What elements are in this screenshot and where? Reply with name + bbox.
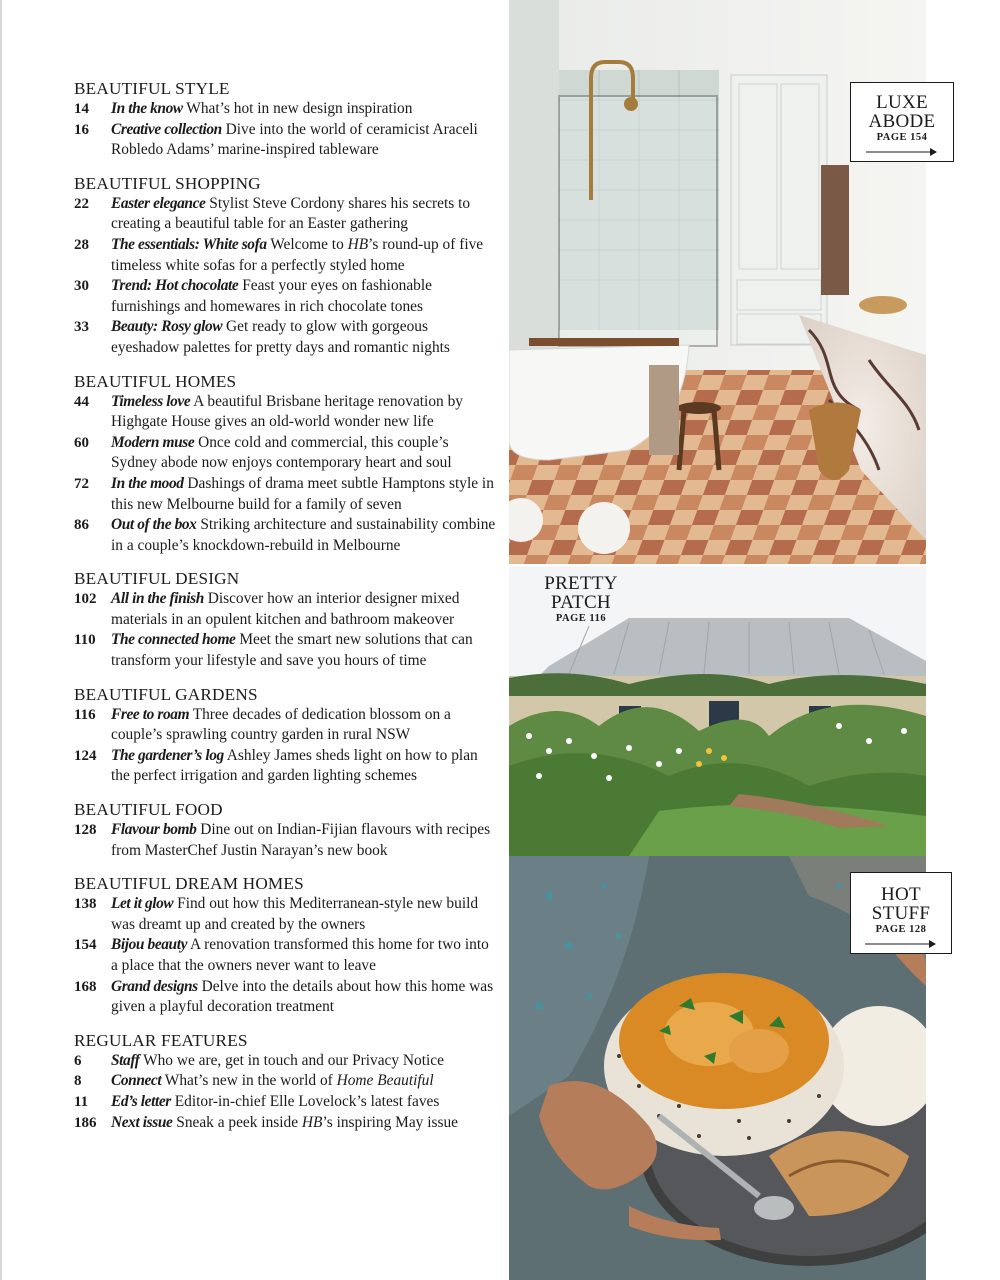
toc-entry[interactable] <box>74 317 498 358</box>
page-number: 168 <box>74 978 97 995</box>
entry-description: Ashley James sheds light on how to plan the perfect irrigation and garden lighting schemes <box>111 746 478 785</box>
entry-title: In the know <box>111 100 183 117</box>
section-title: BEAUTIFUL FOOD <box>74 800 223 820</box>
page-number: 33 <box>74 319 89 336</box>
entry-title: Timeless love <box>111 392 191 410</box>
page-number: 124 <box>74 747 97 764</box>
entry-title: Staff <box>111 1051 140 1069</box>
toc-entry[interactable] <box>74 474 498 515</box>
section-beautiful-shopping <box>74 173 498 359</box>
section-beautiful-homes <box>74 371 498 557</box>
page-number: 128 <box>74 822 97 839</box>
section-beautiful-gardens <box>74 684 498 787</box>
page-number: 22 <box>74 195 89 212</box>
section-beautiful-style <box>74 78 498 161</box>
arrow-right-icon <box>866 147 938 157</box>
section-title: BEAUTIFUL GARDENS <box>74 684 258 704</box>
toc-entry[interactable] <box>74 630 498 671</box>
entry-title: Creative collection <box>111 120 222 138</box>
page-number: 28 <box>74 236 89 253</box>
entry-title: All in the finish <box>111 590 204 608</box>
entry-description: Discover how an interior designer mixed materials in an opulent kitchen and bathroom makeover <box>111 590 460 628</box>
entry-description: Welcome to HB’s round-up of five timeless white sofas for a perfectly styled home <box>111 235 484 274</box>
entry-description: Once cold and commercial, this couple’s Sydney abode now enjoys contemporary heart and soul <box>111 433 452 472</box>
entry-title: Flavour bomb <box>111 821 197 839</box>
entry-title: Out of the box <box>111 516 197 534</box>
section-beautiful-food <box>74 799 498 861</box>
callout-line: PRETTY <box>544 573 618 594</box>
page-edge <box>0 0 2 1280</box>
page-number: 44 <box>74 393 89 410</box>
entry-description: Stylist Steve Cordony shares his secrets to creating a beautiful table for an Easter gathering <box>111 194 471 233</box>
entry-title: Next issue <box>111 1113 173 1131</box>
page-number: 6 <box>74 1052 82 1069</box>
section-beautiful-dream-homes <box>74 873 498 1018</box>
callout-line: STUFF <box>871 903 931 924</box>
toc-entry[interactable] <box>74 746 498 787</box>
page-number: 14 <box>74 101 89 117</box>
section-title: BEAUTIFUL SHOPPING <box>74 173 261 193</box>
section-title: BEAUTIFUL HOMES <box>74 371 237 391</box>
page-number: 110 <box>74 632 96 649</box>
toc-entry[interactable] <box>74 235 498 276</box>
section-title: BEAUTIFUL DESIGN <box>74 569 240 589</box>
entry-description: Dashings of drama meet subtle Hamptons style in this new Melbourne build for a family of seven <box>111 474 494 513</box>
arrow-right-icon <box>865 939 937 949</box>
entry-description: What’s hot in new design inspiration <box>182 100 413 117</box>
toc-entry[interactable] <box>74 1071 498 1092</box>
page-number: 8 <box>74 1073 82 1090</box>
page-number: 86 <box>74 517 89 534</box>
entry-title: Ed’s letter <box>111 1092 171 1110</box>
entry-description: Three decades of dedication blossom on a couple’s sprawling country garden in rural NSW <box>111 705 451 744</box>
section-title: REGULAR FEATURES <box>74 1030 248 1050</box>
entry-description: Get ready to glow with gorgeous eyeshadow palettes for pretty days and romantic nights <box>111 318 450 356</box>
entry-title: Grand designs <box>111 977 198 995</box>
callout-page: PAGE 116 <box>555 613 607 624</box>
entry-description: A beautiful Brisbane heritage renovation by Highgate House gives an old-world wonder new life <box>111 392 463 431</box>
toc-entry[interactable] <box>74 589 498 630</box>
entry-description: A renovation transformed this home for two into a place that the owners never want to leave <box>111 936 489 974</box>
entry-title: Trend: Hot chocolate <box>111 277 239 295</box>
toc-entry[interactable] <box>74 276 498 317</box>
page-number: 72 <box>74 475 89 492</box>
entry-title: Bijou beauty <box>111 936 188 954</box>
callout-luxe-abode[interactable] <box>850 82 954 162</box>
section-title: BEAUTIFUL DREAM HOMES <box>74 874 304 894</box>
callout-line: HOT <box>881 884 921 905</box>
entry-title: Beauty: Rosy glow <box>111 318 223 336</box>
entry-description: What’s new in the world of Home Beautiful <box>161 1072 434 1090</box>
entry-description: Feast your eyes on fashionable furnishings and homewares in rich chocolate tones <box>111 277 432 315</box>
page-number: 102 <box>74 591 97 608</box>
toc-entry[interactable] <box>74 99 498 120</box>
toc-entry[interactable] <box>74 433 498 474</box>
entry-description: Delve into the details about how this home was given a playful decoration treatment <box>111 977 494 1016</box>
entry-title: The connected home <box>111 631 236 649</box>
callout-line: LUXE <box>876 92 928 113</box>
section-beautiful-design <box>74 568 498 671</box>
toc-entry[interactable] <box>74 392 498 433</box>
toc-entry[interactable] <box>74 120 498 161</box>
callout-line: ABODE <box>868 111 936 132</box>
entry-description: Sneak a peek inside HB’s inspiring May issue <box>172 1113 458 1131</box>
entry-description: Meet the smart new solutions that can transform your lifestyle and save you hours of time <box>111 631 473 670</box>
page-number: 30 <box>74 278 89 295</box>
entry-description: Striking architecture and sustainability combine in a couple’s knockdown-rebuild in Melbourne <box>111 516 496 554</box>
entry-title: The essentials: White sofa <box>111 235 267 253</box>
entry-description: Dine out on Indian-Fijian flavours with recipes from MasterChef Justin Narayan’s new book <box>111 821 491 859</box>
entry-title: Modern muse <box>111 433 195 451</box>
page-number: 16 <box>74 121 89 138</box>
callout-line: PATCH <box>551 592 611 613</box>
entry-description: Who we are, get in touch and our Privacy Notice <box>139 1051 444 1069</box>
toc-entry[interactable] <box>74 1051 498 1072</box>
entry-description: Find out how this Mediterranean-style new build was dreamt up and created by the owners <box>111 895 479 933</box>
toc-entry[interactable] <box>74 194 498 235</box>
page-number: 11 <box>74 1093 89 1110</box>
toc-entry[interactable] <box>74 977 498 1018</box>
callout-page: PAGE 128 <box>875 924 927 935</box>
entry-description: Editor-in-chief Elle Lovelock’s latest faves <box>170 1092 440 1110</box>
page-number: 60 <box>74 434 89 451</box>
toc-entry[interactable] <box>74 820 498 861</box>
page-number: 138 <box>74 896 97 913</box>
toc-entry[interactable] <box>74 935 498 976</box>
entry-description: Dive into the world of ceramicist Araceli Robledo Adams’ marine-inspired tableware <box>111 120 478 159</box>
entry-title: Free to roam <box>111 705 190 723</box>
toc-entry[interactable] <box>74 1113 498 1134</box>
section-regular-features <box>74 1030 498 1133</box>
table-of-contents <box>74 78 498 1145</box>
section-title: BEAUTIFUL STYLE <box>74 79 230 98</box>
callout-hot-stuff[interactable] <box>850 872 952 954</box>
page-number: 116 <box>74 706 96 723</box>
callout-page: PAGE 154 <box>876 132 928 143</box>
entry-title: Let it glow <box>111 895 174 913</box>
callout-pretty-patch[interactable] <box>532 574 630 624</box>
toc-entry[interactable] <box>74 894 498 935</box>
toc-entry[interactable] <box>74 1092 498 1113</box>
entry-title: Connect <box>111 1072 162 1090</box>
page-number: 154 <box>74 937 97 954</box>
toc-entry[interactable] <box>74 705 498 746</box>
entry-title: The gardener’s log <box>111 746 224 764</box>
page-number: 186 <box>74 1114 97 1131</box>
entry-title: In the mood <box>111 474 184 492</box>
toc-entry[interactable] <box>74 515 498 556</box>
entry-title: Easter elegance <box>111 194 206 212</box>
